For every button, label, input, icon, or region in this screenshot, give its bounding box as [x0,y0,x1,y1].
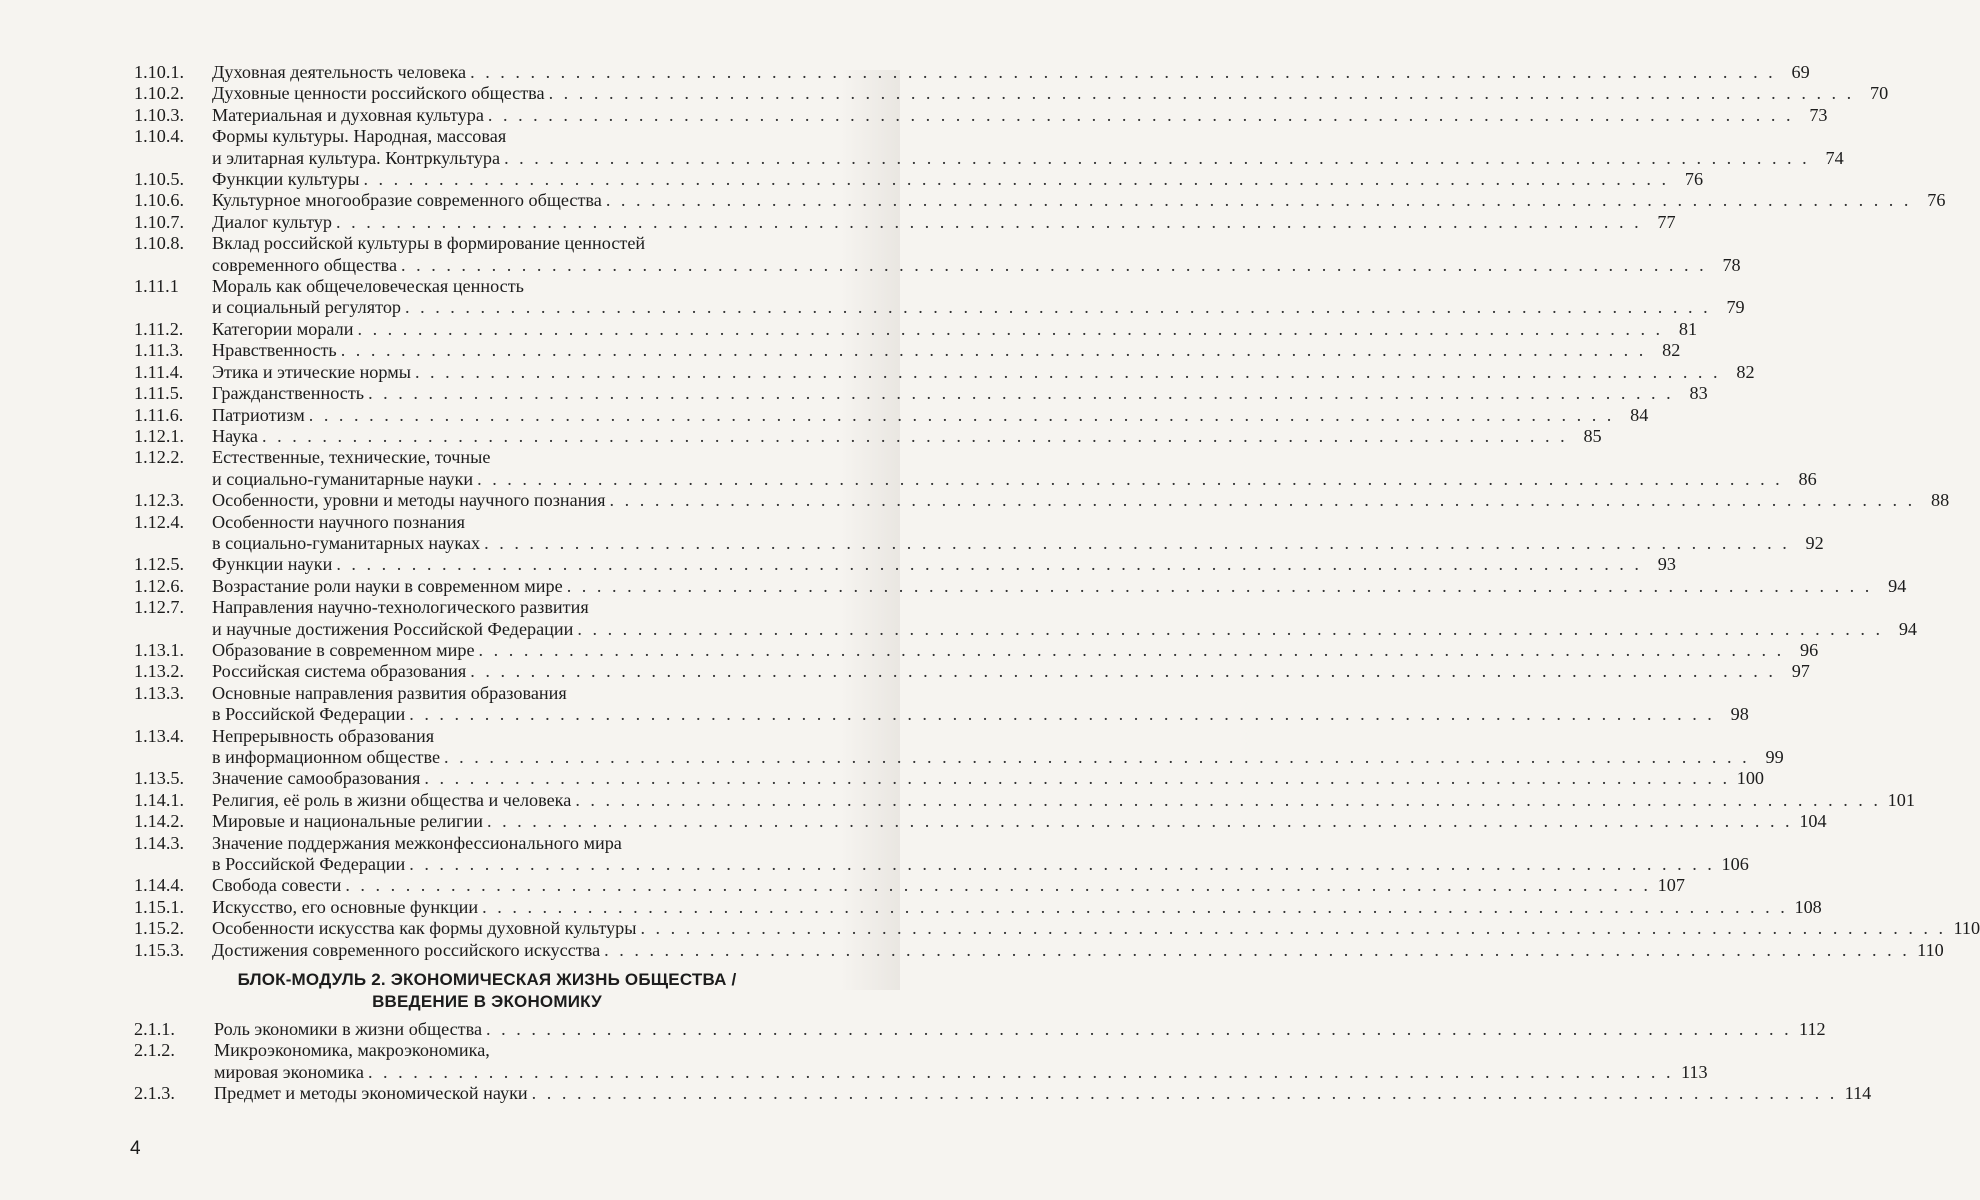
dot-leader [610,490,1916,511]
dot-leader [640,918,1946,939]
toc-entry-number: 1.15.2. [134,918,185,939]
toc-entry-page: 114 [1844,1083,1872,1104]
toc-entry [134,661,1810,682]
toc-entry-title: Наука [212,425,259,446]
toc-entry-number: 1.12.1. [134,425,185,446]
toc-entry-page: 108 [1794,896,1822,917]
toc-entry-page: 82 [1736,361,1755,382]
toc-entry-page: 78 [1722,254,1741,275]
toc-entry-page: 86 [1798,468,1817,489]
toc-entry-page: 76 [1684,169,1704,190]
toc-entry-title: Культурное многообразие современного общества [212,190,602,211]
dot-leader [479,640,1785,661]
dot-leader [575,790,1881,811]
toc-entry-page: 76 [1927,190,1946,211]
toc-entry [134,768,1765,789]
dot-leader [488,105,1794,126]
dot-leader [484,533,1790,554]
toc-entry [134,682,1749,726]
toc-entry [134,1040,1708,1083]
dot-leader [345,875,1651,896]
toc-entry-title: и научные достижения Российской Федерации [212,618,574,639]
toc-entry-title: Патриотизм [212,404,305,425]
toc-entry-title: Диалог культур [212,211,332,232]
toc-entry [134,832,1749,876]
toc-entry-title: Направления научно-технологического развития [212,597,589,618]
toc-entry-title: Духовные ценности российского общества [212,83,545,104]
toc-entry-number: 1.11.6. [134,404,184,425]
toc-entry-number: 1.11.4. [134,361,184,382]
toc-entry-page: 93 [1657,554,1676,575]
toc-entry [134,511,1824,555]
toc-entry-number: 1.10.7. [134,211,185,232]
toc-entry [134,318,1698,340]
dot-leader [606,190,1912,211]
toc-entry-title: Функции культуры [212,169,360,190]
toc-entry-title: Основные направления развития образования [212,682,567,703]
block-module-title [124,969,850,1013]
toc-entry-title: Значение самообразования [212,768,421,789]
toc-entry-title: мировая экономика [214,1061,364,1082]
dot-leader [357,319,1663,340]
toc-entry [134,190,1946,211]
toc-entry-page: 83 [1689,383,1708,404]
toc-entry-title: Искусство, его основные функции [212,896,479,917]
toc-entry [134,1019,1826,1040]
toc-entry-title: Нравственность [212,340,337,361]
toc-entry-number: 2.1.2. [134,1040,175,1061]
toc-entry-title: и элитарная культура. Контркультура [212,147,501,168]
toc-entry-page: 84 [1630,404,1649,425]
toc-entry-number: 1.10.1. [134,62,185,82]
toc-entry-number: 1.15.1. [134,896,185,917]
dot-leader [409,854,1715,875]
dot-leader [482,897,1788,918]
dot-leader [487,811,1793,832]
toc-entry-page: 81 [1678,318,1698,339]
toc-entry-title: и социальный регулятор [212,297,402,318]
toc-entry-number: 1.10.2. [134,83,185,104]
dot-leader [401,255,1707,276]
dot-leader [470,62,1776,83]
dot-leader [577,619,1883,640]
toc-entry-page: 70 [1870,83,1889,104]
toc-entry-title: и социально-гуманитарные науки [212,468,474,489]
toc-entry-number: 1.10.5. [134,169,185,190]
toc-entry-title: в социально-гуманитарных науках [212,532,481,553]
toc-entry [134,211,1676,233]
toc-entry-number: 2.1.3. [134,1083,175,1104]
toc-entry-page: 77 [1657,211,1676,232]
toc-entry [134,811,1827,832]
toc-entry-number: 1.10.8. [134,233,185,254]
toc-entry-page: 107 [1657,875,1685,896]
toc-entry [134,361,1755,383]
toc-entry-number: 1.10.3. [134,104,185,125]
toc-entry-number: 1.12.4. [134,511,185,532]
toc-entry-page: 94 [1888,575,1907,596]
dot-leader [604,940,1910,961]
toc-entry-page: 74 [1825,147,1844,168]
toc-entry-number: 1.12.3. [134,490,185,511]
toc-entry [134,490,1950,511]
toc-entry-number: 1.14.1. [134,789,185,810]
dot-leader [567,576,1873,597]
toc-entry-number: 1.10.6. [134,190,185,211]
toc-entry [134,404,1649,426]
toc-entry-number: 1.13.3. [134,682,185,703]
toc-entry-title: Этика и этические нормы [212,361,411,382]
toc-entry-page: 96 [1799,639,1819,660]
toc-entry-page: 101 [1887,789,1915,810]
toc-entry-title: Мораль как общечеловеческая ценность [212,276,524,297]
toc-entry [134,597,1917,640]
toc-entry-page: 104 [1799,811,1827,832]
toc-entry-page: 112 [1799,1019,1826,1040]
dot-leader [409,704,1715,725]
page-number: 4 [130,1138,141,1159]
toc-entry [134,104,1828,126]
dot-leader [363,169,1669,190]
toc-entry-title: Возрастание роли науки в современном мире [212,575,563,596]
toc-entry-number: 1.14.3. [134,832,185,853]
toc-entry-page: 94 [1898,618,1917,639]
toc-entry-title: Непрерывность образования [212,725,435,746]
toc-entry-title: в информационном обществе [212,747,441,767]
toc-entry-title: Значение поддержания межконфессионального мира [212,832,622,853]
toc-entry [134,554,1676,575]
toc-entry-title: Образование в современном мире [212,639,475,660]
toc-entry [134,83,1889,104]
toc-entry [134,639,1819,661]
toc-entry [134,918,1980,939]
block-module-title-line: ВВЕДЕНИЕ В ЭКОНОМИКУ [372,992,602,1012]
toc-entry-number: 1.13.4. [134,725,185,746]
toc-entry-page: 69 [1791,62,1810,82]
toc-entry [134,789,1915,811]
toc-entry-title: Роль экономики в жизни общества [214,1019,483,1040]
toc-entry-title: Естественные, технические, точные [212,447,491,468]
toc-entry-number: 1.14.2. [134,811,185,832]
toc-entry [134,233,1741,276]
toc-entry-title: Достижения современного российского искусства [212,939,601,960]
toc-entry-number: 1.11.1 [134,276,179,297]
toc-entry [134,1083,1872,1104]
toc-entry-page: 106 [1721,854,1749,875]
toc-entry-number: 1.11.3. [134,340,184,361]
toc-entry-number: 1.10.4. [134,126,185,147]
toc-entry [134,425,1602,447]
toc-entry-title: Особенности искусства как формы духовной культуры [212,918,637,939]
toc-entry-page: 99 [1765,747,1784,767]
toc-entry-page: 92 [1805,532,1824,553]
toc-entry-page: 110 [1953,918,1980,939]
dot-leader [470,661,1776,682]
dot-leader [415,362,1721,383]
dot-leader [309,405,1615,426]
toc-entry [134,575,1907,597]
toc-entry-page: 88 [1930,490,1950,511]
toc-entry [134,62,1810,83]
toc-entry-number: 1.12.6. [134,575,185,596]
toc-entry-title: Свобода совести [212,875,342,896]
dot-leader [336,212,1642,233]
toc-entry-title: Религия, её роль в жизни общества и человека [212,789,572,810]
toc-entry-number: 2.1.1. [134,1019,175,1040]
toc-entry [134,447,1817,490]
toc-entry-page: 97 [1791,661,1810,682]
toc-entry [134,340,1681,361]
toc-entry-number: 1.11.2. [134,318,184,339]
dot-leader [341,340,1647,361]
dot-leader [532,1083,1838,1104]
toc-entry-title: современного общества [212,254,398,275]
toc-entry-page: 110 [1917,939,1944,960]
toc-entry [134,896,1822,918]
toc-entry [134,126,1844,169]
toc-entry-title: Особенности научного познания [212,511,465,532]
dot-leader [368,383,1674,404]
toc-entry-title: в Российской Федерации [212,704,406,725]
toc-entry [134,939,1944,961]
toc-entry-title: Вклад российской культуры в формирование ценностей [212,233,646,254]
toc-entry-title: Микроэкономика, макроэкономика, [214,1040,490,1061]
toc-entry-page: 73 [1809,104,1828,125]
dot-leader [444,747,1750,768]
toc-entry-number: 1.11.5. [134,383,184,404]
toc-entry-page: 82 [1662,340,1681,361]
toc-entry-title: Материальная и духовная культура [212,104,484,125]
toc-entry-number: 1.15.3. [134,939,185,960]
toc-entry-page: 85 [1583,425,1602,446]
dot-leader [486,1019,1792,1040]
toc-entry-page: 113 [1680,1061,1708,1082]
toc-entry-title: Функции науки [212,554,333,575]
toc-entry [134,169,1704,190]
toc-entry-title: Предмет и методы экономической науки [214,1083,528,1104]
toc-entry-page: 98 [1730,704,1749,725]
toc-entry [134,276,1745,319]
toc-entry-number: 1.14.4. [134,875,185,896]
toc-entry-number: 1.12.2. [134,447,185,468]
dot-leader [368,1062,1674,1083]
dot-leader [405,297,1711,318]
toc-entry-title: Духовная деятельность человека [212,62,467,82]
toc-entry-number: 1.12.7. [134,597,185,618]
dot-leader [477,469,1783,490]
dot-leader [549,83,1855,104]
toc-entry-page: 79 [1726,297,1745,318]
toc-entry [134,725,1784,769]
dot-leader [424,768,1730,789]
dot-leader [504,148,1810,169]
toc-entry-title: Категории морали [212,318,354,339]
toc-entry-title: Формы культуры. Народная, массовая [212,126,507,147]
toc-entry-title: Мировые и национальные религии [212,811,483,832]
block-module-title-line: БЛОК-МОДУЛЬ 2. ЭКОНОМИЧЕСКАЯ ЖИЗНЬ ОБЩЕСТВА / [237,970,737,990]
toc-entry-number: 1.13.2. [134,661,185,682]
dot-leader [336,554,1642,575]
toc-entry-page: 100 [1736,768,1765,789]
toc-entry [134,875,1685,896]
toc-entry-title: Особенности, уровни и методы научного познания [212,490,606,511]
toc-entry-title: Российская система образования [212,661,467,682]
table-of-contents [134,62,1980,1105]
toc-entry-title: в Российской Федерации [212,854,406,875]
toc-entry-number: 1.13.1. [134,639,185,660]
toc-entry-number: 1.13.5. [134,768,185,789]
toc-entry-title: Гражданственность [212,383,365,404]
dot-leader [262,426,1568,447]
toc-entry [134,383,1708,404]
toc-entry-number: 1.12.5. [134,554,185,575]
